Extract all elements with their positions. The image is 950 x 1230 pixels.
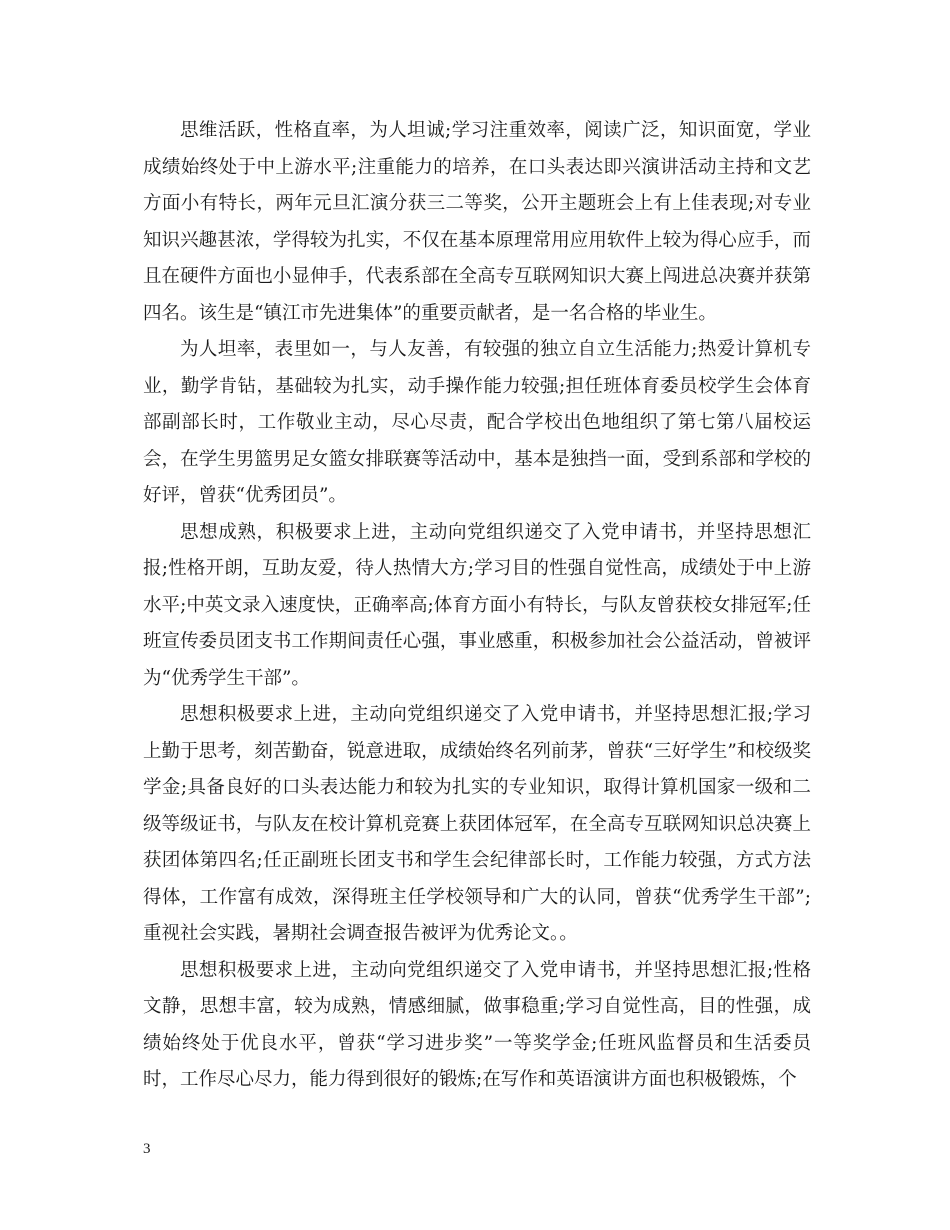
document-body: [143, 113, 811, 1099]
paragraph-5: 思想积极要求上进，主动向党组织递交了入党申请书，并坚持思想汇报;性格文静，思想丰富，较为成熟，情感细腻，做事稳重;学习自觉性高，目的性强，成绩始终处于优良水平，曾获“学习进步奖”一等奖学金;任班风监督员和生活委员时，工作尽心尽力，能力得到很好的锻炼;在写作和英语演讲方面也积极锻炼，个: [143, 959, 811, 1090]
paragraph-1: 思维活跃，性格直率，为人坦诚;学习注重效率，阅读广泛，知识面宽，学业成绩始终处于中上游水平;注重能力的培养，在口头表达即兴演讲活动主持和文艺方面小有特长，两年元旦汇演分获三二等奖，公开主题班会上有上佳表现;对专业知识兴趣甚浓，学得较为扎实，不仅在基本原理常用应用软件上较为得心应手，而且在硬件方面也小显伸手，代表系部在全高专互联网知识大赛上闯进总决赛并获第四名。该生是“镇江市先进集体”的重要贡献者，是一名合格的毕业生。: [143, 120, 811, 324]
paragraph-4: 思想积极要求上进，主动向党组织递交了入党申请书，并坚持思想汇报;学习上勤于思考，刻苦勤奋，锐意进取，成绩始终名列前茅，曾获“三好学生”和校级奖学金;具备良好的口头表达能力和较为扎实的专业知识，取得计算机国家一级和二级等级证书，与队友在校计算机竞赛上获团体冠军，在全高专互联网知识总决赛上获团体第四名;任正副班长团支书和学生会纪律部长时，工作能力较强，方式方法得体，工作富有成效，深得班主任学校领导和广大的认同，曾获“优秀学生干部”;重视社会实践，暑期社会调查报告被评为优秀论文。。: [143, 704, 811, 944]
page-number: 3: [143, 1141, 151, 1157]
paragraph-3: 思想成熟，积极要求上进，主动向党组织递交了入党申请书，并坚持思想汇报;性格开朗，互助友爱，待人热情大方;学习目的性强自觉性高，成绩处于中上游水平;中英文录入速度快，正确率高;体育方面小有特长，与队友曾获校女排冠军;任班宣传委员团支书工作期间责任心强，事业感重，积极参加社会公益活动，曾被评为“优秀学生干部”。: [143, 521, 811, 689]
paragraph-2: 为人坦率，表里如一，与人友善，有较强的独立自立生活能力;热爱计算机专业，勤学肯钻，基础较为扎实，动手操作能力较强;担任班体育委员校学生会体育部副部长时，工作敬业主动，尽心尽责，配合学校出色地组织了第七第八届校运会，在学生男篮男足女篮女排联赛等活动中，基本是独挡一面，受到系部和学校的好评，曾获“优秀团员”。: [143, 339, 811, 506]
